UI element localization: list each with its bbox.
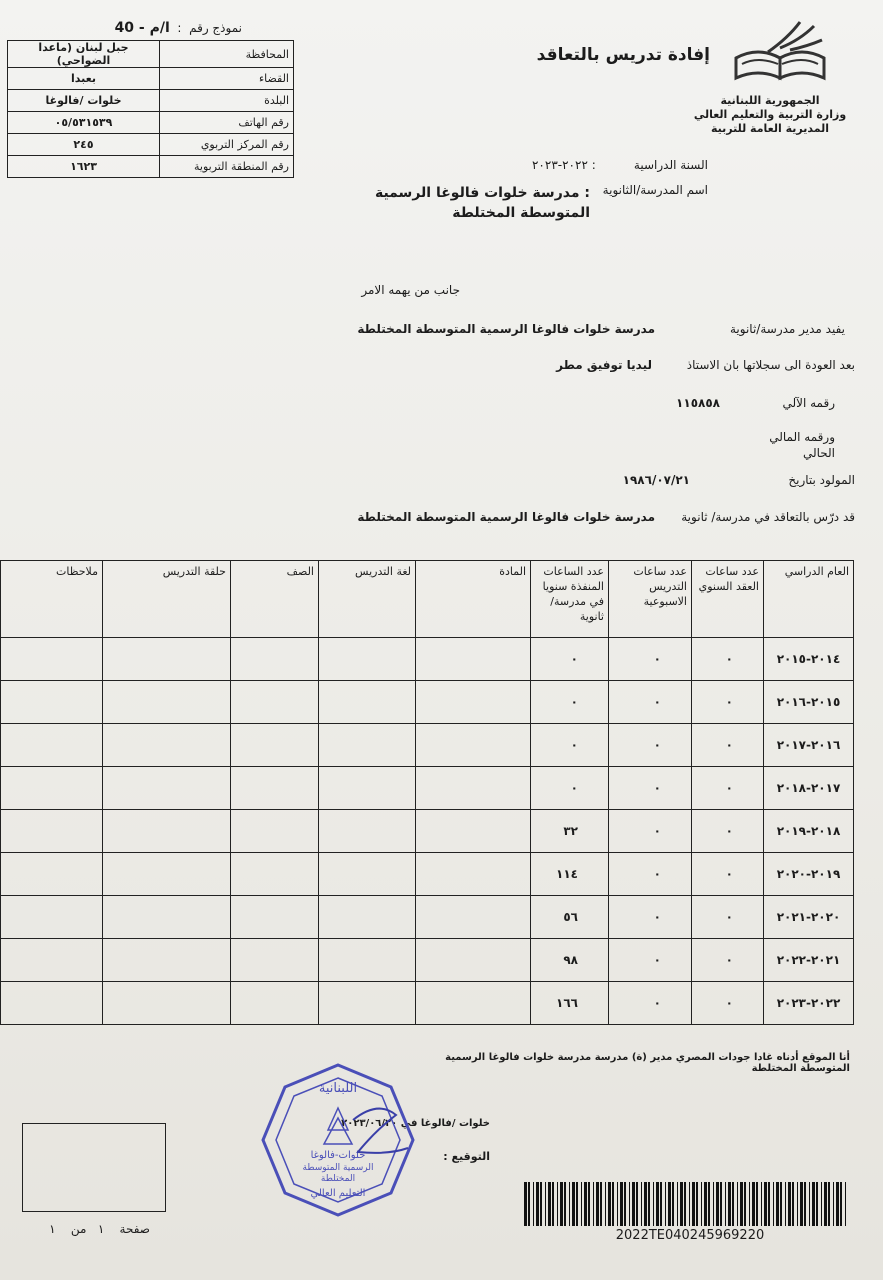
cell-contract: ٠ [692, 810, 764, 853]
barcode-bar [612, 1182, 614, 1226]
barcode-number: 2022TE040245969220 [615, 1228, 765, 1243]
cell-contract: ٠ [692, 939, 764, 982]
barcode-bar [800, 1182, 803, 1226]
info-label: المحافظة [160, 41, 294, 68]
barcode-bar [708, 1182, 710, 1226]
info-value: ٠٥/٥٣١٥٣٩ [8, 112, 160, 134]
stamp-middle-text-2: الرسمية المتوسطة [302, 1163, 374, 1173]
info-value: خلوات /فالوغا [8, 90, 160, 112]
barcode-bar [725, 1182, 726, 1226]
cell-empty [319, 939, 416, 982]
page-label: صفحة [119, 1222, 150, 1236]
page-total: ١ [49, 1222, 56, 1236]
place-date: خلوات /فالوغا في ٢٠٢٣/٠٦/٢٠ [341, 1118, 490, 1129]
info-row [8, 156, 294, 178]
stamp-middle-text-3: المختلطة [320, 1174, 356, 1184]
barcode-bar [576, 1182, 578, 1226]
barcode-bar [629, 1182, 630, 1226]
cell-year: ٢٠٢١-٢٠٢٢ [764, 939, 854, 982]
cell-empty [103, 724, 231, 767]
barcode-bar [828, 1182, 830, 1226]
barcode-bar [780, 1182, 782, 1226]
column-header: لغة التدريس [319, 561, 416, 638]
cell-empty [231, 724, 319, 767]
column-header: المادة [416, 561, 531, 638]
barcode-bar [524, 1182, 527, 1226]
ministry-line-2: وزارة التربية والتعليم العالي [693, 108, 847, 121]
birth-date: ١٩٨٦/٠٧/٢١ [622, 473, 690, 487]
auto-number: ١١٥٨٥٨ [676, 396, 720, 410]
barcode-bar [788, 1182, 791, 1226]
taught-label: قد درّس بالتعاقد في مدرسة/ ثانوية [681, 510, 855, 524]
barcode-bar [680, 1182, 683, 1226]
cell-empty [103, 767, 231, 810]
table-row [1, 724, 854, 767]
cell-done: ١٦٦ [531, 982, 609, 1025]
director-school: مدرسة خلوات فالوغا الرسمية المتوسطة المختلطة [357, 322, 655, 336]
cell-empty [416, 853, 531, 896]
barcode-bar [845, 1182, 846, 1226]
barcode-bar [716, 1182, 719, 1226]
barcode-bar [540, 1182, 542, 1226]
cell-empty [103, 939, 231, 982]
barcode-bar [593, 1182, 594, 1226]
cell-contract: ٠ [692, 767, 764, 810]
form-number: نموذج رقم : ا/م - 40 [114, 20, 242, 36]
cell-empty [416, 638, 531, 681]
cell-done: ١١٤ [531, 853, 609, 896]
table-row [1, 681, 854, 724]
cell-empty [416, 724, 531, 767]
table-row [1, 853, 854, 896]
info-row [8, 112, 294, 134]
cell-contract: ٠ [692, 681, 764, 724]
barcode-bar [536, 1182, 539, 1226]
director-label: يفيد مدير مدرسة/ثانوية [729, 322, 845, 336]
cell-empty [103, 638, 231, 681]
form-number-label: نموذج رقم [189, 21, 242, 35]
barcode-bar [776, 1182, 779, 1226]
barcode-bar [792, 1182, 794, 1226]
column-header: الصف [231, 561, 319, 638]
addressee: جانب من يهمه الامر [361, 283, 460, 297]
barcode-bar [812, 1182, 815, 1226]
barcode-bar [773, 1182, 774, 1226]
ministry-logo-icon [728, 18, 838, 88]
barcode-bar [761, 1182, 762, 1226]
barcode-bar [677, 1182, 678, 1226]
info-label: البلدة [160, 90, 294, 112]
financial-number-label-1: ورقمه المالي [769, 430, 835, 444]
cell-year: ٢٠٢٠-٢٠٢١ [764, 896, 854, 939]
cell-year: ٢٠١٩-٢٠٢٠ [764, 853, 854, 896]
cell-done: ٠ [531, 638, 609, 681]
barcode-bar [824, 1182, 827, 1226]
ministry-header [690, 94, 850, 136]
cell-weekly: ٠ [609, 681, 692, 724]
barcode-bar [752, 1182, 755, 1226]
school-name-value: : مدرسة خلوات فالوغا الرسمية المتوسطة المختلطة [374, 185, 590, 221]
barcode-bar [636, 1182, 638, 1226]
page-number [30, 1222, 150, 1236]
barcode-bar [533, 1182, 534, 1226]
cell-weekly: ٠ [609, 853, 692, 896]
form-number-value: ا/م - 40 [114, 20, 170, 36]
barcode-bar [756, 1182, 758, 1226]
cell-empty [319, 982, 416, 1025]
cell-empty [231, 638, 319, 681]
column-header: ملاحظات [1, 561, 103, 638]
school-stamp-icon [258, 1060, 418, 1220]
teaching-hours-table [0, 560, 854, 1025]
cell-weekly: ٠ [609, 939, 692, 982]
cell-contract: ٠ [692, 638, 764, 681]
barcode-bar [701, 1182, 702, 1226]
signature-box [22, 1123, 166, 1212]
cell-weekly: ٠ [609, 767, 692, 810]
barcode-bar [809, 1182, 810, 1226]
cell-empty [1, 853, 103, 896]
barcode-bar [588, 1182, 590, 1226]
ministry-line-3: المديرية العامة للتربية [710, 122, 830, 135]
document-title: إفادة تدريس بالتعاقد [536, 45, 710, 65]
barcode-icon [522, 1182, 852, 1226]
barcode-bar [644, 1182, 647, 1226]
info-label: رقم المنطقة التربوية [160, 156, 294, 178]
auto-number-label: رقمه الآلي [782, 396, 835, 410]
info-value: جبل لبنان (ماعدا الضواحي) [8, 41, 160, 68]
cell-empty [1, 896, 103, 939]
taught-school: مدرسة خلوات فالوغا الرسمية المتوسطة المختلطة [357, 510, 655, 524]
info-row [8, 41, 294, 68]
info-label: رقم الهاتف [160, 112, 294, 134]
cell-empty [416, 939, 531, 982]
barcode-bar [737, 1182, 738, 1226]
stamp-bottom-text: التعليم العالي [310, 1188, 366, 1199]
barcode-bar [713, 1182, 714, 1226]
table-row [1, 638, 854, 681]
cell-empty [231, 982, 319, 1025]
cell-empty [231, 896, 319, 939]
signer-statement: أنا الموقع أدناه غادا جودات المصري مدير (ة) مدرسة مدرسة خلوات فالوغا الرسمية المتوسطة المختلطة [445, 1052, 850, 1074]
barcode-bar [704, 1182, 707, 1226]
cell-weekly: ٠ [609, 724, 692, 767]
barcode-bar [548, 1182, 551, 1226]
barcode-bar [605, 1182, 606, 1226]
teacher-label: بعد العودة الى سجلاتها بان الاستاذ [686, 358, 855, 372]
barcode-bar [689, 1182, 690, 1226]
cell-done: ٠ [531, 724, 609, 767]
financial-number-label-2: الحالي [802, 446, 835, 460]
barcode-bar [560, 1182, 563, 1226]
barcode-bar [608, 1182, 611, 1226]
info-row [8, 90, 294, 112]
cell-empty [231, 681, 319, 724]
cell-year: ٢٠٢٢-٢٠٢٣ [764, 982, 854, 1025]
info-table [7, 40, 294, 178]
column-header: عدد ساعات التدريس الاسبوعية [609, 561, 692, 638]
barcode-bar [764, 1182, 767, 1226]
info-row [8, 134, 294, 156]
cell-year: ٢٠١٦-٢٠١٧ [764, 724, 854, 767]
cell-empty [231, 767, 319, 810]
info-value: ١٦٢٣ [8, 156, 160, 178]
cell-empty [1, 724, 103, 767]
cell-empty [1, 810, 103, 853]
barcode-bar [584, 1182, 587, 1226]
cell-done: ٩٨ [531, 939, 609, 982]
barcode-bar [696, 1182, 698, 1226]
cell-empty [103, 853, 231, 896]
barcode-bar [660, 1182, 662, 1226]
cell-empty [319, 810, 416, 853]
barcode-bar [836, 1182, 839, 1226]
barcode-bar [528, 1182, 530, 1226]
info-label: القضاء [160, 68, 294, 90]
cell-year: ٢٠١٥-٢٠١٦ [764, 681, 854, 724]
table-row [1, 939, 854, 982]
barcode-bar [816, 1182, 818, 1226]
barcode-bar [641, 1182, 642, 1226]
barcode-bar [744, 1182, 746, 1226]
barcode-bar [600, 1182, 602, 1226]
table-row [1, 896, 854, 939]
table-row [1, 810, 854, 853]
barcode-bar [624, 1182, 626, 1226]
cell-empty [416, 810, 531, 853]
cell-empty [319, 638, 416, 681]
info-value: بعبدا [8, 68, 160, 90]
barcode-bar [749, 1182, 750, 1226]
barcode-bar [617, 1182, 618, 1226]
barcode-bar [692, 1182, 695, 1226]
cell-empty [103, 896, 231, 939]
barcode-bar [569, 1182, 570, 1226]
cell-empty [1, 982, 103, 1025]
barcode-bar [821, 1182, 822, 1226]
column-header: حلقة التدريس [103, 561, 231, 638]
cell-weekly: ٠ [609, 896, 692, 939]
cell-empty [1, 939, 103, 982]
cell-empty [103, 982, 231, 1025]
cell-empty [1, 767, 103, 810]
barcode-bar [648, 1182, 650, 1226]
stamp-middle-text-1: خلوات-فالوغا [310, 1150, 366, 1161]
barcode-bar [785, 1182, 786, 1226]
column-header: العام الدراسي [764, 561, 854, 638]
info-row [8, 68, 294, 90]
signature-label: التوقيع : [443, 1150, 490, 1163]
cell-empty [416, 896, 531, 939]
teacher-name: ليديا توفيق مطر [556, 358, 652, 372]
cell-weekly: ٠ [609, 982, 692, 1025]
cell-contract: ٠ [692, 982, 764, 1025]
barcode-bar [804, 1182, 806, 1226]
page-current: ١ [97, 1222, 105, 1236]
cell-empty [319, 767, 416, 810]
cell-empty [319, 724, 416, 767]
barcode-bar [656, 1182, 659, 1226]
cell-contract: ٠ [692, 724, 764, 767]
barcode-bar [797, 1182, 798, 1226]
cell-year: ٢٠١٧-٢٠١٨ [764, 767, 854, 810]
column-header: عدد الساعات المنفذة سنويا في مدرسة/ثانوية [531, 561, 609, 638]
school-year-row [400, 158, 708, 172]
school-name-label: اسم المدرسة/الثانوية [602, 183, 708, 197]
barcode-bar [653, 1182, 654, 1226]
table-row [1, 767, 854, 810]
birth-date-label: المولود بتاريخ [788, 473, 855, 487]
table-row [1, 982, 854, 1025]
cell-year: ٢٠١٨-٢٠١٩ [764, 810, 854, 853]
cell-weekly: ٠ [609, 810, 692, 853]
cell-done: ٠ [531, 681, 609, 724]
barcode-bar [740, 1182, 743, 1226]
cell-empty [1, 681, 103, 724]
barcode-bar [684, 1182, 686, 1226]
cell-empty [1, 638, 103, 681]
barcode-bar [557, 1182, 558, 1226]
barcode-bar [620, 1182, 623, 1226]
cell-done: ٣٢ [531, 810, 609, 853]
cell-done: ٠ [531, 767, 609, 810]
cell-empty [416, 681, 531, 724]
info-label: رقم المركز التربوي [160, 134, 294, 156]
barcode-bar [581, 1182, 582, 1226]
cell-empty [231, 853, 319, 896]
ministry-line-1: الجمهورية اللبنانية [720, 94, 820, 107]
cell-empty [319, 853, 416, 896]
barcode-bar [728, 1182, 731, 1226]
barcode-bar [552, 1182, 554, 1226]
barcode-bar [564, 1182, 566, 1226]
school-year-value: : ٢٠٢٢-٢٠٢٣ [531, 158, 596, 172]
info-value: ٢٤٥ [8, 134, 160, 156]
barcode-bar [572, 1182, 575, 1226]
cell-empty [319, 681, 416, 724]
page-of: من [70, 1222, 87, 1236]
cell-empty [319, 896, 416, 939]
barcode-bar [632, 1182, 635, 1226]
cell-empty [416, 982, 531, 1025]
barcode-bar [720, 1182, 722, 1226]
column-header: عدد ساعات العقد السنوي [692, 561, 764, 638]
barcode-bar [833, 1182, 834, 1226]
cell-contract: ٠ [692, 896, 764, 939]
cell-empty [416, 767, 531, 810]
school-year-label: السنة الدراسية [633, 158, 708, 172]
barcode-bar [768, 1182, 770, 1226]
cell-contract: ٠ [692, 853, 764, 896]
cell-year: ٢٠١٤-٢٠١٥ [764, 638, 854, 681]
cell-empty [231, 939, 319, 982]
cell-empty [103, 681, 231, 724]
barcode-bar [668, 1182, 671, 1226]
barcode-bar [545, 1182, 546, 1226]
cell-done: ٥٦ [531, 896, 609, 939]
cell-weekly: ٠ [609, 638, 692, 681]
barcode-bar [596, 1182, 599, 1226]
cell-empty [231, 810, 319, 853]
stamp-top-text: اللبنانية [318, 1081, 358, 1096]
signature-label-text: التوقيع [451, 1150, 490, 1163]
barcode-bar [665, 1182, 666, 1226]
barcode-bar [840, 1182, 842, 1226]
barcode-bar [732, 1182, 734, 1226]
barcode-bar [672, 1182, 674, 1226]
cell-empty [103, 810, 231, 853]
